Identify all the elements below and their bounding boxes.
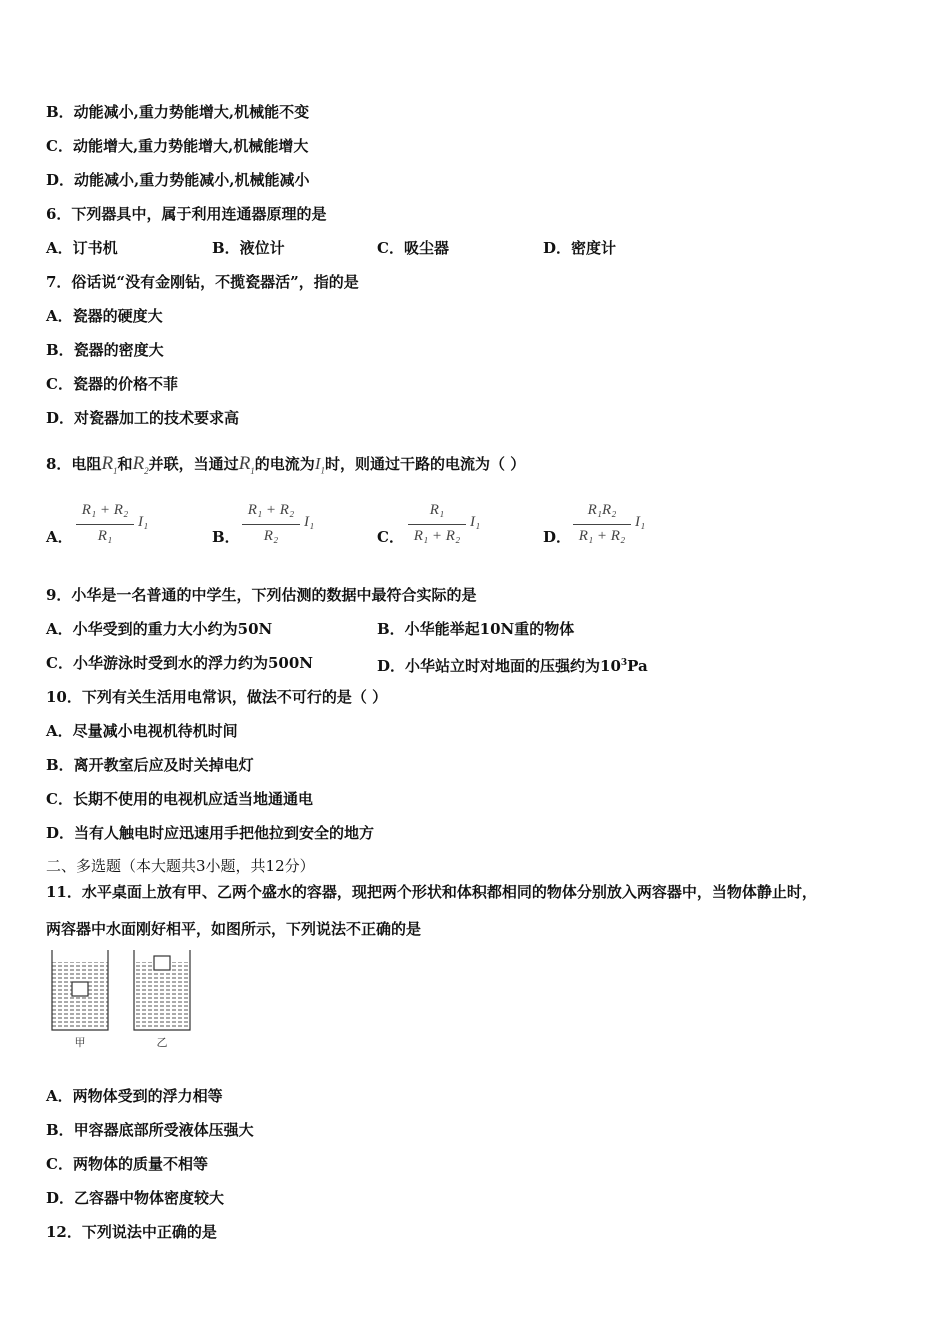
q10-option-a: A．尽量减小电视机待机时间 — [46, 722, 238, 740]
numerator: R₁ + R₂ — [247, 502, 295, 518]
q10-option-b: B．离开教室后应及时关掉电灯 — [46, 756, 254, 774]
q8-option-a-label: A． — [46, 528, 73, 546]
q9-option-c: C．小华游泳时受到水的浮力约为500N — [46, 654, 313, 672]
denominator: R₁ — [97, 528, 113, 544]
q8-option-c-label: C． — [377, 528, 404, 546]
denominator: R₁ + R₂ — [413, 528, 461, 544]
numerator: R₁ + R₂ — [81, 502, 129, 518]
q6-option-c: C．吸尘器 — [377, 239, 449, 257]
object-yi — [154, 956, 170, 970]
q5-option-c: C．动能增大,重力势能增大,机械能增大 — [46, 137, 309, 155]
numerator: R₁ — [429, 502, 445, 518]
q9-option-d: D．小华站立时对地面的压强约为$10^3Pa$ — [377, 657, 648, 675]
q6-option-d: D．密度计 — [543, 239, 617, 257]
denominator: R₂ — [263, 528, 279, 544]
container-yi — [134, 950, 190, 1030]
q8-option-b-label: B． — [212, 528, 240, 546]
q9-option-b: B．小华能举起10N重的物体 — [377, 620, 575, 638]
current-symbol: I₁ — [470, 514, 481, 530]
q8-option-d-label: D． — [543, 528, 572, 546]
q8-stem: 8．电阻$R_1$和$R_2$并联，当通过$R_1$的电流为$I_1$时，则通过干路的电流为（ ） — [46, 453, 526, 476]
q10-option-d: D．当有人触电时应迅速用手把他拉到安全的地方 — [46, 824, 375, 842]
container-jia — [52, 950, 108, 1030]
label-yi: 乙 — [156, 1036, 168, 1049]
q11-option-c: C．两物体的质量不相等 — [46, 1155, 208, 1173]
denominator: R₁ + R₂ — [578, 528, 626, 544]
container-figure — [46, 948, 206, 1056]
fraction-bar — [76, 524, 134, 525]
q11-stem-line1: 11．水平桌面上放有甲、乙两个盛水的容器，现把两个形状和体积都相同的物体分别放入两容器中，当物体静止时， — [46, 883, 817, 901]
section-heading: 二、多选题（本大题共3小题，共12分） — [46, 857, 315, 875]
containers-diagram — [46, 948, 206, 1052]
q7-option-a: A．瓷器的硬度大 — [46, 307, 163, 325]
q11-stem-line2: 两容器中水面刚好相平，如图所示，下列说法不正确的是 — [46, 920, 422, 938]
fraction-bar — [408, 524, 466, 525]
q11-option-a: A．两物体受到的浮力相等 — [46, 1087, 223, 1105]
q6-option-a: A．订书机 — [46, 239, 118, 257]
current-symbol: I₁ — [304, 514, 315, 530]
q10-option-c: C．长期不使用的电视机应适当地通通电 — [46, 790, 313, 808]
fraction-bar — [242, 524, 300, 525]
q6-stem: 6．下列器具中，属于利用连通器原理的是 — [46, 205, 327, 223]
q7-option-b: B．瓷器的密度大 — [46, 341, 164, 359]
object-jia — [72, 982, 88, 996]
q7-option-c: C．瓷器的价格不菲 — [46, 375, 178, 393]
fraction-bar — [573, 524, 631, 525]
label-jia: 甲 — [74, 1036, 86, 1049]
q9-stem: 9．小华是一名普通的中学生，下列估测的数据中最符合实际的是 — [46, 586, 477, 604]
q12-stem: 12．下列说法中正确的是 — [46, 1223, 217, 1241]
q6-option-b: B．液位计 — [212, 239, 285, 257]
q9-option-a: A．小华受到的重力大小约为50N — [46, 620, 273, 638]
q11-option-b: B．甲容器底部所受液体压强大 — [46, 1121, 254, 1139]
q10-stem: 10．下列有关生活用电常识，做法不可行的是（ ） — [46, 688, 388, 706]
current-symbol: I₁ — [138, 514, 149, 530]
q5-option-b: B．动能减小,重力势能增大,机械能不变 — [46, 103, 310, 121]
q7-stem: 7．俗话说“没有金刚钻，不揽瓷器活”，指的是 — [46, 273, 359, 291]
q11-option-d: D．乙容器中物体密度较大 — [46, 1189, 225, 1207]
q7-option-d: D．对瓷器加工的技术要求高 — [46, 409, 240, 427]
current-symbol: I₁ — [635, 514, 646, 530]
q5-option-d: D．动能减小,重力势能减小,机械能减小 — [46, 171, 310, 189]
numerator: R₁R₂ — [587, 502, 617, 518]
